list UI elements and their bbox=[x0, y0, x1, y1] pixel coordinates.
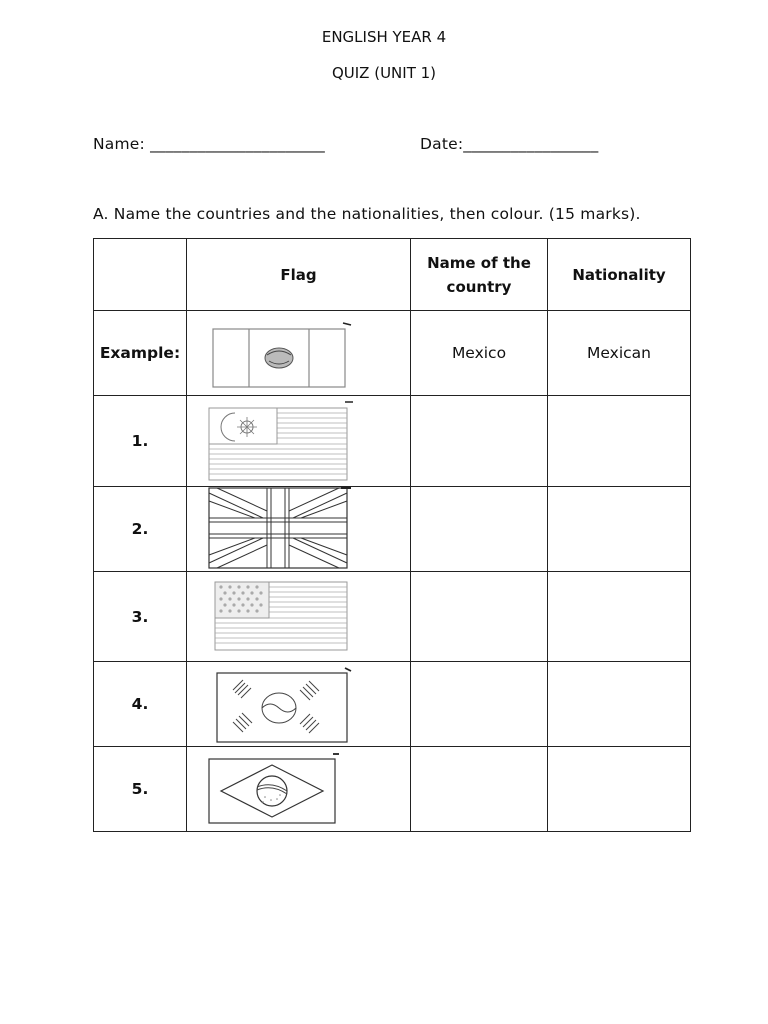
flag-cell bbox=[187, 662, 411, 747]
united-kingdom-flag-icon bbox=[205, 487, 355, 571]
header-country bbox=[411, 239, 548, 311]
malaysia-flag-icon bbox=[205, 398, 355, 484]
flags-table bbox=[93, 238, 691, 832]
usa-flag-icon bbox=[211, 578, 361, 658]
worksheet-title: ENGLISH YEAR 4 bbox=[321, 28, 447, 46]
country-answer-cell[interactable] bbox=[411, 662, 548, 747]
country-answer-cell[interactable] bbox=[411, 487, 548, 572]
table-header-row bbox=[94, 239, 691, 311]
table-row bbox=[94, 662, 691, 747]
flag-cell bbox=[187, 572, 411, 662]
worksheet-subtitle: QUIZ (UNIT 1) bbox=[331, 64, 437, 82]
brazil-flag-icon bbox=[205, 749, 355, 833]
row-label: Example: bbox=[94, 311, 187, 396]
nationality-answer-cell[interactable] bbox=[548, 747, 691, 832]
flag-cell bbox=[187, 396, 411, 487]
table-row bbox=[94, 487, 691, 572]
date-field: Date:_________________ bbox=[420, 135, 599, 153]
table-row bbox=[94, 396, 691, 487]
row-label: 3. bbox=[94, 572, 187, 662]
country-answer-cell[interactable] bbox=[411, 572, 548, 662]
row-label: 1. bbox=[94, 396, 187, 487]
flag-cell bbox=[187, 747, 411, 832]
nationality-answer-cell[interactable] bbox=[548, 487, 691, 572]
country-answer-cell[interactable] bbox=[411, 396, 548, 487]
row-label: 5. bbox=[94, 747, 187, 832]
header-blank bbox=[94, 239, 187, 311]
nationality-answer-cell[interactable] bbox=[548, 572, 691, 662]
table-row bbox=[94, 311, 691, 396]
row-label: 4. bbox=[94, 662, 187, 747]
table-row bbox=[94, 572, 691, 662]
header-nationality: Nationality bbox=[548, 239, 691, 311]
mexico-flag-icon bbox=[209, 319, 359, 389]
nationality-answer-cell[interactable] bbox=[548, 662, 691, 747]
south-korea-flag-icon bbox=[211, 664, 361, 748]
flag-cell bbox=[187, 311, 411, 396]
country-cell: Mexico bbox=[411, 311, 548, 396]
row-label: 2. bbox=[94, 487, 187, 572]
nationality-cell: Mexican bbox=[548, 311, 691, 396]
section-a-instruction: A. Name the countries and the nationalities, then colour. (15 marks). bbox=[93, 205, 641, 223]
header-country-label: Name of the country bbox=[427, 253, 531, 296]
flag-cell bbox=[187, 487, 411, 572]
table-row bbox=[94, 747, 691, 832]
nationality-answer-cell[interactable] bbox=[548, 396, 691, 487]
header-flag: Flag bbox=[187, 239, 411, 311]
country-answer-cell[interactable] bbox=[411, 747, 548, 832]
name-field: Name: ______________________ bbox=[93, 135, 325, 153]
